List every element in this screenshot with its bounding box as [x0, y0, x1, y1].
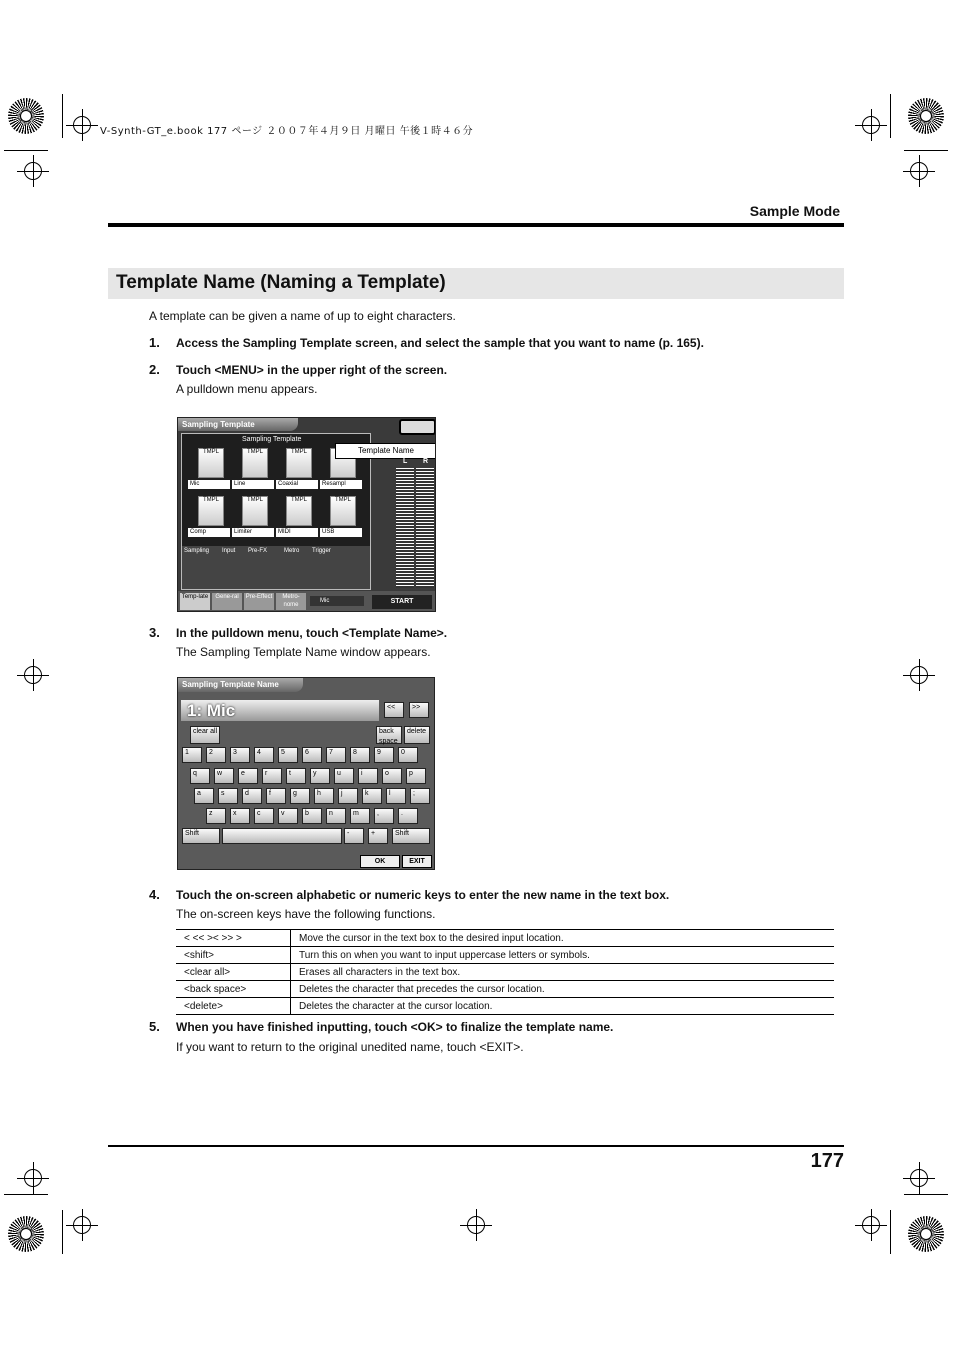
key-function-table	[176, 929, 834, 1015]
registration-mark-bottom-left	[8, 1216, 44, 1252]
crop-cross-icon	[910, 666, 928, 684]
shift-key-left[interactable]: Shift	[182, 828, 220, 844]
page-title: Template Name (Naming a Template)	[116, 272, 446, 293]
sampling-template-screenshot	[177, 417, 436, 612]
step-number: 1.	[149, 335, 160, 350]
crop-cross-icon	[24, 1169, 42, 1187]
key-l[interactable]: l	[386, 788, 406, 804]
template-icon[interactable]: TMPL	[242, 496, 268, 526]
bottom-tabs	[178, 591, 435, 611]
template-icon[interactable]: TMPL	[286, 448, 312, 478]
exit-button[interactable]: EXIT	[402, 855, 432, 868]
table-key: <back space>	[176, 981, 291, 998]
key-4[interactable]: 4	[254, 747, 274, 763]
registration-mark-top-right	[908, 98, 944, 134]
file-header: V-Synth-GT_e.book 177 ページ ２００７年４月９日 月曜日 午後１時４６分	[100, 126, 474, 137]
table-row	[176, 964, 834, 981]
param-strip	[182, 546, 370, 589]
param-label: Trigger	[312, 548, 331, 554]
step-text: Touch the on-screen alphabetic or numeric keys to enter the new name in the text box.	[176, 888, 670, 902]
table-row	[176, 947, 834, 964]
key-a[interactable]: a	[194, 788, 214, 804]
key-w[interactable]: w	[214, 768, 234, 784]
template-label: Comp	[188, 528, 230, 537]
section-title: Sample Mode	[749, 203, 840, 219]
template-label: Line	[232, 480, 274, 489]
registration-mark-top-left	[8, 98, 44, 134]
key-g[interactable]: g	[290, 788, 310, 804]
template-icon[interactable]: TMPL	[286, 496, 312, 526]
key-f[interactable]: f	[266, 788, 286, 804]
template-icon[interactable]: TMPL	[330, 496, 356, 526]
template-icon[interactable]: TMPL	[242, 448, 268, 478]
key-v[interactable]: v	[278, 808, 298, 824]
step-note: If you want to return to the original unedited name, touch <EXIT>.	[176, 1040, 524, 1054]
panel-title: Sampling Template	[242, 436, 302, 443]
key-semicolon[interactable]: ;	[410, 788, 430, 804]
key-k[interactable]: k	[362, 788, 382, 804]
ok-button[interactable]: OK	[360, 855, 400, 868]
crop-line	[890, 1210, 891, 1254]
template-name-screenshot	[177, 677, 435, 870]
key-0[interactable]: 0	[398, 747, 418, 763]
key-period[interactable]: .	[398, 808, 418, 824]
space-key[interactable]	[222, 828, 342, 844]
crop-cross-icon	[862, 116, 880, 134]
crop-line	[904, 150, 948, 151]
key-q[interactable]: q	[190, 768, 210, 784]
key-minus[interactable]: -	[344, 828, 364, 844]
template-label: Limiter	[232, 528, 274, 537]
step-note: A pulldown menu appears.	[176, 382, 318, 396]
template-label: Resampl	[320, 480, 362, 489]
template-label: Coaxial	[276, 480, 318, 489]
table-desc: Erases all characters in the text box.	[291, 964, 835, 981]
crop-line	[4, 150, 48, 151]
crop-cross-icon	[910, 1169, 928, 1187]
table-row	[176, 981, 834, 998]
clear-all-button[interactable]: clear all	[190, 726, 220, 744]
key-x[interactable]: x	[230, 808, 250, 824]
key-i[interactable]: i	[358, 768, 378, 784]
step-number: 5.	[149, 1019, 160, 1034]
crop-cross-icon	[73, 1216, 91, 1234]
key-h[interactable]: h	[314, 788, 334, 804]
step-number: 2.	[149, 362, 160, 377]
crop-line	[904, 1194, 948, 1195]
key-d[interactable]: d	[242, 788, 262, 804]
key-y[interactable]: y	[310, 768, 330, 784]
key-comma[interactable]: ,	[374, 808, 394, 824]
back-space-button[interactable]: back space	[376, 726, 402, 744]
step-note: The Sampling Template Name window appears.	[176, 645, 431, 659]
key-o[interactable]: o	[382, 768, 402, 784]
key-plus[interactable]: +	[368, 828, 388, 844]
tab-metronome[interactable]: Metro-nome	[276, 593, 306, 610]
table-key: <clear all>	[176, 964, 291, 981]
template-name-menu-item[interactable]: Template Name	[335, 443, 436, 459]
template-label: USB	[320, 528, 362, 537]
page-number: 177	[810, 1150, 844, 1172]
crop-cross-icon	[24, 666, 42, 684]
cursor-left-button[interactable]: <<	[384, 702, 404, 718]
table-desc: Turn this on when you want to input uppercase letters or symbols.	[291, 947, 835, 964]
menu-button[interactable]	[399, 419, 436, 435]
tab-template[interactable]: Temp-late	[180, 593, 210, 610]
key-e[interactable]: e	[238, 768, 258, 784]
intro-text: A template can be given a name of up to eight characters.	[149, 309, 456, 323]
meter-label-right: R	[423, 458, 429, 465]
current-template: Mic	[310, 596, 364, 606]
step-text: Touch <MENU> in the upper right of the screen.	[176, 363, 448, 377]
table-row	[176, 930, 834, 947]
table-key: <delete>	[176, 998, 291, 1015]
step-text: In the pulldown menu, touch <Template Name>.	[176, 626, 448, 640]
key-7[interactable]: 7	[326, 747, 346, 763]
template-icon[interactable]: TMPL	[198, 496, 224, 526]
crop-cross-icon	[73, 116, 91, 134]
key-s[interactable]: s	[218, 788, 238, 804]
param-label: Pre-FX	[248, 548, 268, 554]
table-key: <shift>	[176, 947, 291, 964]
key-9[interactable]: 9	[374, 747, 394, 763]
key-2[interactable]: 2	[206, 747, 226, 763]
header-rule	[108, 223, 844, 227]
crop-cross-icon	[467, 1216, 485, 1234]
crop-line	[4, 1194, 48, 1195]
cursor-right-button[interactable]: >>	[409, 702, 429, 718]
template-icon[interactable]: TMPL	[198, 448, 224, 478]
crop-cross-icon	[910, 162, 928, 180]
param-label: Sampling	[184, 548, 210, 554]
key-n[interactable]: n	[326, 808, 346, 824]
tab-general[interactable]: Gene-ral	[212, 593, 242, 610]
crop-line	[890, 94, 891, 138]
key-b[interactable]: b	[302, 808, 322, 824]
crop-cross-icon	[24, 162, 42, 180]
key-r[interactable]: r	[262, 768, 282, 784]
key-1[interactable]: 1	[182, 747, 202, 763]
table-row	[176, 998, 834, 1015]
crop-line	[62, 94, 63, 138]
key-z[interactable]: z	[206, 808, 226, 824]
step-number: 3.	[149, 625, 160, 640]
crop-line	[62, 1210, 63, 1254]
start-button[interactable]: START	[372, 595, 432, 609]
crop-cross-icon	[862, 1216, 880, 1234]
key-u[interactable]: u	[334, 768, 354, 784]
delete-button[interactable]: delete	[404, 726, 430, 744]
param-label: Input	[222, 548, 236, 554]
table-desc: Deletes the character that precedes the cursor location.	[291, 981, 835, 998]
key-5[interactable]: 5	[278, 747, 298, 763]
key-c[interactable]: c	[254, 808, 274, 824]
tab-pre-effect[interactable]: Pre-Effect	[244, 593, 274, 610]
meter-label-left: L	[403, 458, 408, 465]
key-8[interactable]: 8	[350, 747, 370, 763]
template-label: MIDI	[276, 528, 318, 537]
template-label: Mic	[188, 480, 230, 489]
key-j[interactable]: j	[338, 788, 358, 804]
key-m[interactable]: m	[350, 808, 370, 824]
level-meter-left	[396, 468, 414, 588]
key-6[interactable]: 6	[302, 747, 322, 763]
key-p[interactable]: p	[406, 768, 426, 784]
step-text: When you have finished inputting, touch <OK> to finalize the template name.	[176, 1020, 614, 1034]
key-3[interactable]: 3	[230, 747, 250, 763]
param-label: Metro	[284, 548, 300, 554]
name-text-box[interactable]: 1: Mic	[181, 700, 379, 721]
screen-header: Sampling Template Name	[178, 678, 303, 692]
step-text: Access the Sampling Template screen, and select the sample that you want to name (p. 165).	[176, 336, 704, 350]
table-desc: Deletes the character at the cursor location.	[291, 998, 835, 1015]
shift-key-right[interactable]: Shift	[392, 828, 430, 844]
step-note: The on-screen keys have the following functions.	[176, 907, 436, 921]
footer-rule	[108, 1145, 844, 1147]
registration-mark-bottom-right	[908, 1216, 944, 1252]
screen-header: Sampling Template	[178, 418, 298, 431]
table-desc: Move the cursor in the text box to the desired input location.	[291, 930, 835, 947]
table-key: < << >< >> >	[176, 930, 291, 947]
step-number: 4.	[149, 887, 160, 902]
level-meter-right	[416, 468, 434, 588]
key-t[interactable]: t	[286, 768, 306, 784]
